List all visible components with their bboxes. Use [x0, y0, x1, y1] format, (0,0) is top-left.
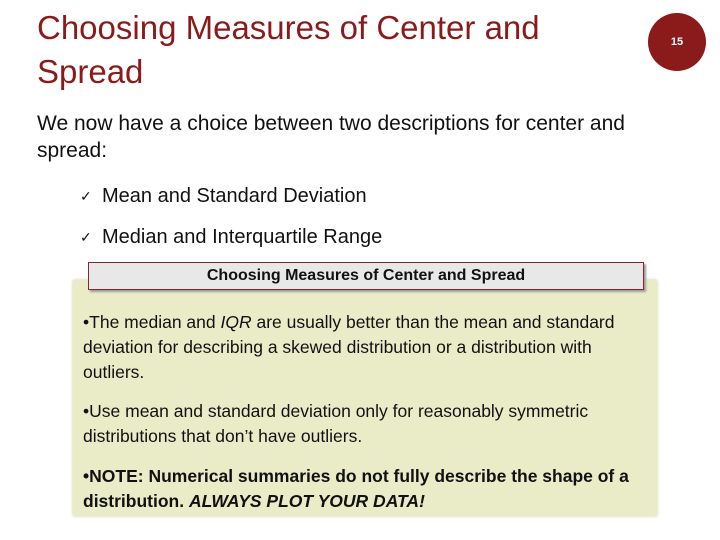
- emphasis-text: ALWAYS PLOT YOUR DATA!: [188, 491, 425, 511]
- list-item: [80, 217, 382, 258]
- summary-box-header: Choosing Measures of Center and Spread: [88, 262, 644, 290]
- bullet-dot: •: [83, 466, 90, 486]
- bullet-dot: •: [83, 401, 90, 421]
- bullet-label: Mean and Standard Deviation: [102, 185, 367, 207]
- paragraph-text: are usually better than the mean and standard deviation for describing a skewed distribution or a distribution with outliers.: [83, 312, 615, 382]
- summary-paragraph: [83, 464, 643, 514]
- bullet-dot: •: [83, 312, 90, 332]
- slide-title: Choosing Measures of Center and Spread: [37, 9, 540, 90]
- summary-paragraph: [83, 399, 643, 449]
- checkmark-icon: ✓: [80, 188, 92, 204]
- paragraph-text: The median and: [89, 312, 221, 332]
- paragraph-text: NOTE: Numerical summaries do not fully describe the shape of a distribution.: [83, 466, 629, 511]
- bullet-label: Median and Interquartile Range: [102, 226, 383, 248]
- page-number: 15: [670, 36, 684, 48]
- summary-paragraph: [83, 310, 643, 385]
- emphasis-text: IQR: [220, 312, 252, 332]
- page-number-badge: [648, 13, 706, 71]
- paragraph-text: Use mean and standard deviation only for reasonably symmetric distributions that don’t have outliers.: [83, 401, 589, 446]
- checkmark-icon: ✓: [80, 229, 92, 245]
- intro-text: We now have a choice between two descriptions for center and spread:: [37, 112, 625, 162]
- bullet-list: [80, 176, 382, 258]
- list-item: [80, 176, 382, 217]
